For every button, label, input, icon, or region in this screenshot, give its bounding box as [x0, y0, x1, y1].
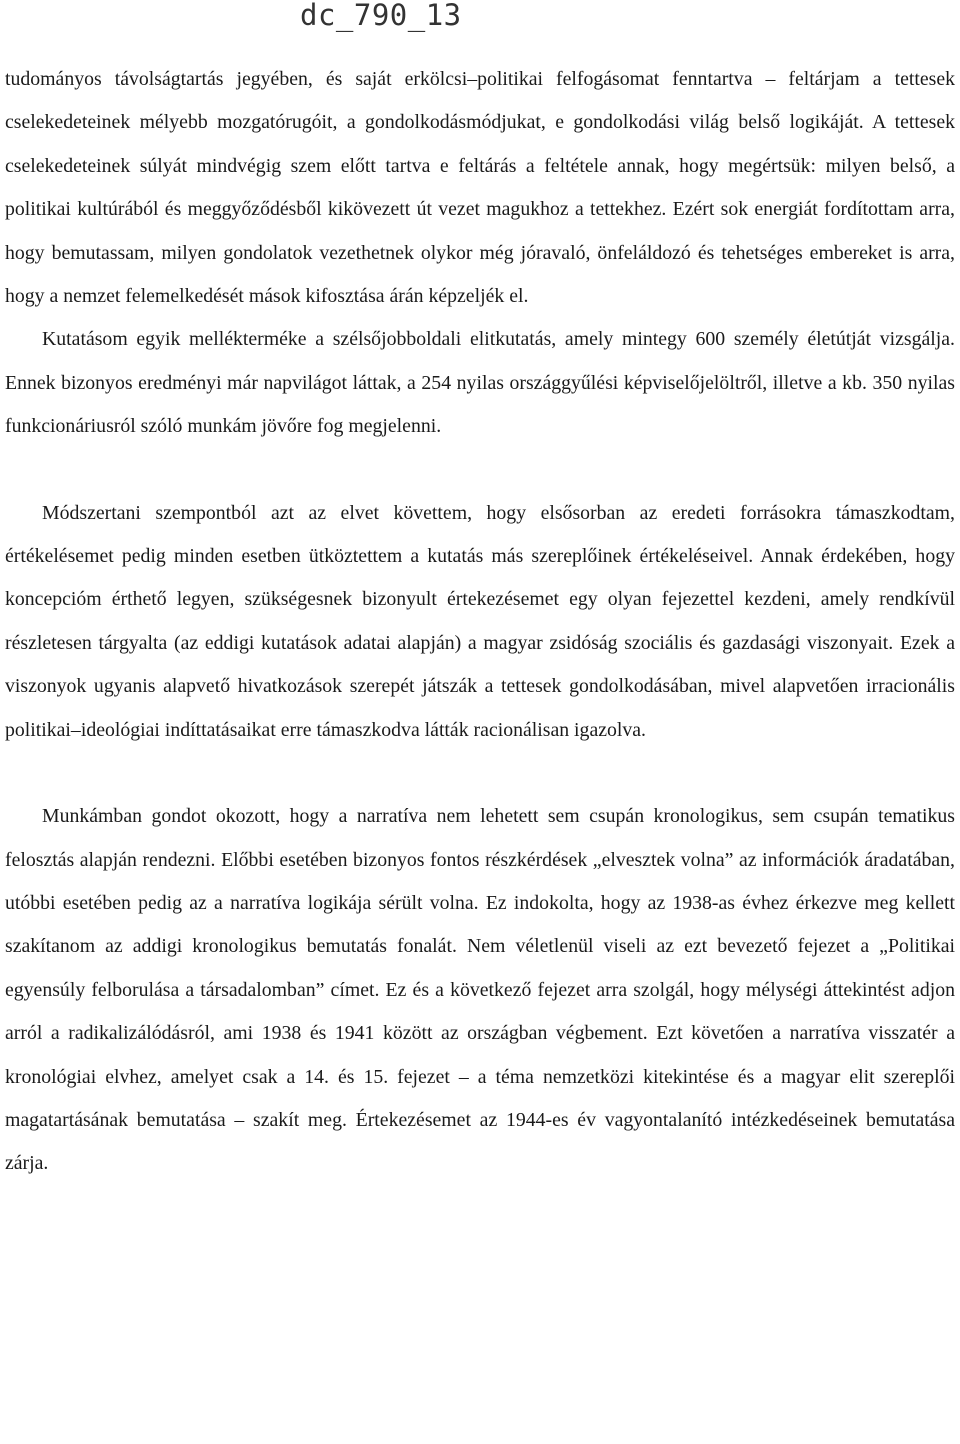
paragraph-continuation: tudományos távolságtartás jegyében, és saját erkölcsi–politikai felfogásomat fenntartva – feltárjam a tettesek cselekedeteinek mélyebb mozgatórugóit, a gondolkodásmódjukat, e gondolkodási világ belső logikáját. A tettesek cselekedeteinek súlyát mindvégig szem előtt tartva e feltárás a feltétele annak, hogy megértsük: milyen belső, a politikai kultúrából és meggyőződésből kikövezett út vezet magukhoz a tettekhez. Ezért sok energiát fordítottam arra, hogy bemutassam, milyen gondolatok vezethetnek olykor még jóravaló, önfeláldozó és tehetséges embereket is arra, hogy a nemzet felemelkedését mások kifosztása árán képzeljék el. [5, 68, 955, 308]
paragraph-research-byproduct: Kutatásom egyik mellékterméke a szélsőjobboldali elitkutatás, amely mintegy 600 személy életútját vizsgálja. Ennek bizonyos eredményi már napvilágot láttak, a 254 nyilas országgyűlési képviselőjelöltről, illetve a kb. 350 nyilas funkcionáriusról szóló munkám jövőre fog megjelenni. [5, 328, 955, 438]
document-body [5, 58, 955, 1186]
paragraph-narrative-structure: Munkámban gondot okozott, hogy a narratíva nem lehetett sem csupán kronologikus, sem csupán tematikus felosztás alapján rendezni. Előbbi esetében bizonyos fontos részkérdések „elvesztek volna” az információk áradatában, utóbbi esetében pedig az a narratíva logikája sérült volna. Ez indokolta, hogy az 1938-as évhez érkezve meg kellett szakítanom az addigi kronologikus bemutatás fonalát. Nem véletlenül viseli az ezt bevezető fejezet a „Politikai egyensúly felborulása a társadalomban” címet. Ez és a következő fejezet arra szolgál, hogy mélységi áttekintést adjon arról a radikalizálódásról, ami 1938 és 1941 között az országban végbement. Ezt követően a narratíva visszatér a kronológiai elvhez, amelyet csak a 14. és 15. fejezet – a téma nemzetközi kitekintése és a magyar elit szereplői magatartásának bemutatása – szakít meg. Értekezésemet az 1944-es év vagyontalanító intézkedéseinek bemutatása zárja. [5, 805, 955, 1175]
paragraph-methodology: Módszertani szempontból azt az elvet követtem, hogy elsősorban az eredeti forrásokra támaszkodtam, értékelésemet pedig minden esetben ütköztettem a kutatás más szereplőinek értékeléseivel. Annak érdekében, hogy koncepcióm érthető legyen, szükségesnek bizonyult értekezésemet egy olyan fejezettel kezdeni, amely rendkívül részletesen tárgyalta (az eddigi kutatások adatai alapján) a magyar zsidóság szociális és gazdasági viszonyait. Ezek a viszonyok ugyanis alapvető hivatkozások szerepét játszák a tettesek gondolkodásában, mivel alapvetően irracionális politikai–ideológiai indíttatásaikat erre támaszkodva látták racionálisan igazolva. [5, 501, 955, 741]
document-id-header: dc_790_13 [300, 0, 462, 32]
